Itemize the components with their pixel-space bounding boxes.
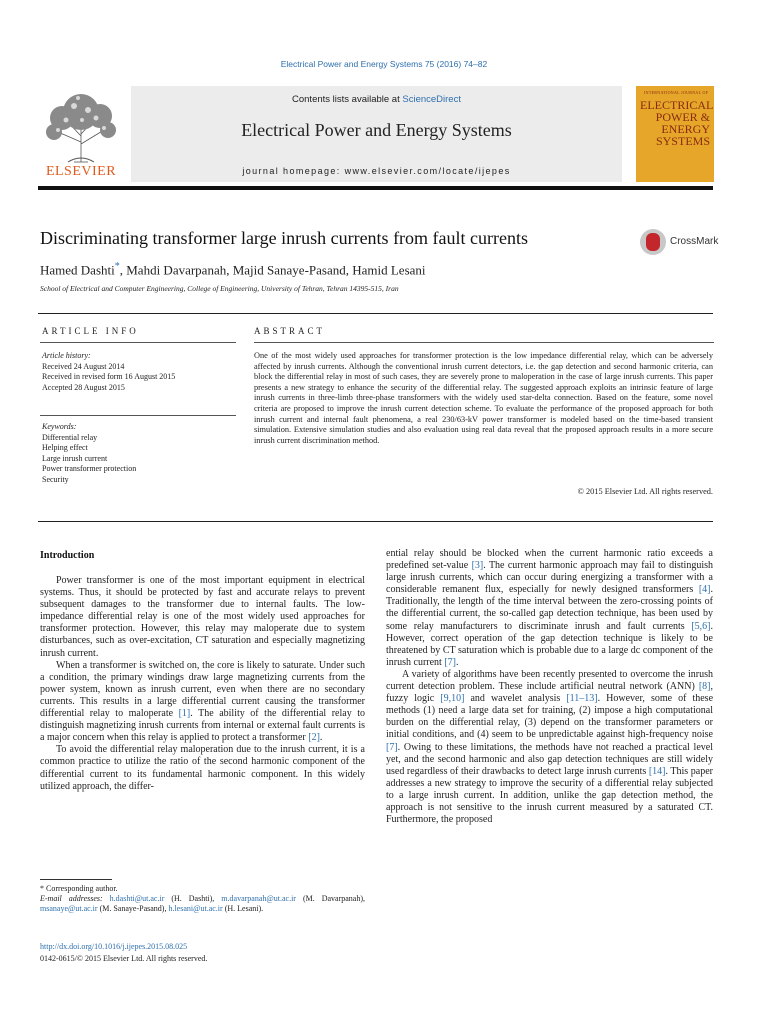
citation-link[interactable]: [2] xyxy=(308,732,320,744)
divider-bottom xyxy=(38,521,713,522)
keywords xyxy=(42,422,136,485)
contents-prefix: Contents lists available at xyxy=(292,94,403,105)
paragraph: ential relay should be blocked when the current harmonic ratio exceeds a predefined set-value [3]. The current harmonic approach may fail to distinguish large inrush currents, which can occur during energizing a transformer with a considerable remanent flux, especially for newly designed transformers [4]. Traditionally, the length of the time interval between the zero-crossing points of the differential current, the so-called gap detection technique, has been used by some relay manufacturers to discriminate inrush and fault currents [5,6]. However, correct operation of the gap detection technique is likely to be threatened by CT saturation which is probable due to a large dc component of the inrush current [7]. xyxy=(386,548,713,668)
other-authors: , Mahdi Davarpanah, Majid Sanaye-Pasand, Hamid Lesani xyxy=(119,262,426,278)
citation-link[interactable]: [7] xyxy=(444,656,456,668)
citation-link[interactable]: [5,6] xyxy=(691,620,711,632)
author-list xyxy=(40,261,426,278)
article-history xyxy=(42,351,175,393)
sciencedirect-link[interactable]: ScienceDirect xyxy=(402,94,461,105)
journal-citation[interactable]: Electrical Power and Energy Systems 75 (2016) 74–82 xyxy=(280,59,488,69)
abstract-heading: ABSTRACT xyxy=(254,326,326,336)
body-column-left xyxy=(40,575,365,793)
first-author[interactable]: Hamed Dashti xyxy=(40,262,115,278)
keyword: Security xyxy=(42,474,69,484)
paragraph: To avoid the differential relay maloperation due to the inrush current, it is a common practice to utilize the ratio of the second harmonic component of the differential current to its fundamental harmonic component. In this widely utilized approach, the differ- xyxy=(40,744,365,792)
citation-link[interactable]: [14] xyxy=(648,765,666,777)
crossmark-label[interactable]: CrossMark xyxy=(670,236,719,247)
keyword: Helping effect xyxy=(42,443,88,452)
affiliation: School of Electrical and Computer Engineering, College of Engineering, University of Tehran, Tehran 14395-515, Iran xyxy=(40,284,399,293)
article-title: Discriminating transformer large inrush currents from fault currents xyxy=(40,228,529,248)
citation-link[interactable]: [9,10] xyxy=(440,693,465,705)
paragraph: A variety of algorithms have been recently presented to overcome the inrush current detection problem. These include artificial neutral network (ANN) [8], fuzzy logic [9,10] and wavelet analysis [11–13]. However, some of these methods (1) need a large data set for training, (2) impose a high computational burden on the differential relay, (3) depend on the transformer parameters or initial conditions, and (4) seem to be unpredictable against high-frequency noise [7]. Owing to these limitations, the methods have not reached a practical level yet, and the second harmonic and also gap detection techniques are still widely used regardless of their drawbacks to detect large inrush currents [14]. This paper addresses a new strategy to improve the security of a differential relay subjected to a large inrush current. In addition, unlike the gap detection method, the approach is not sensitive to the inrush current measured by a saturated CT. Furthermore, the proposed xyxy=(386,668,714,826)
cover-subtitle: INTERNATIONAL JOURNAL OF xyxy=(644,90,709,95)
email-link[interactable]: m.davarpanah@ut.ac.ir xyxy=(221,894,296,904)
email-addresses: E-mail addresses: h.dashti@ut.ac.ir (H. Dashti), m.davarpanah@ut.ac.ir (M. Davarpanah), msanaye@ut.ac.ir (M. Sanaye-Pasand), h.lesani@ut.ac.ir (H. Lesani). xyxy=(40,894,366,914)
cover-title: ELECTRICAL POWER & ENERGY SYSTEMS xyxy=(640,98,714,148)
body-column-right xyxy=(386,548,713,826)
citation-link[interactable]: [3] xyxy=(471,560,484,572)
journal-cover-thumbnail[interactable] xyxy=(636,86,714,182)
citation-link[interactable]: [11–13] xyxy=(566,693,598,705)
keyword: Power transformer protection xyxy=(42,464,137,473)
abstract-rule xyxy=(254,342,714,343)
keywords-rule xyxy=(40,415,236,416)
paragraph: Power transformer is one of the most important equipment in electrical systems. Thus, it should be protected by fast and accurate relays to prevent subsequent damages to the transformer due to internal faults. The low-impedance differential relay is one of the most widely used approaches for transformer protection. However, this relay may maloperate due to system disturbances, such as over-excitation, CT saturation and especially magnetizing inrush current. xyxy=(40,575,365,659)
citation-link[interactable]: [8] xyxy=(698,681,711,693)
introduction-heading: Introduction xyxy=(40,550,95,561)
contents-line xyxy=(131,94,622,105)
corresponding-author-note: * Corresponding author. xyxy=(40,884,118,893)
history-label: Article history: xyxy=(42,351,91,360)
history-accepted: Accepted 28 August 2015 xyxy=(42,382,125,392)
homepage-link[interactable]: www.elsevier.com/locate/ijepes xyxy=(344,166,511,176)
article-info-rule xyxy=(40,342,236,343)
footnote-rule xyxy=(40,879,112,880)
paragraph: When a transformer is switched on, the core is likely to saturate. Under such a condition, the primary windings draw large magnetizing currents from the power system, known as inrush current, even when there are no secondary currents. This results in a large differential current causing the transformer differential relay to maloperate [1]. The ability of the differential relay to distinguish magnetizing inrush currents from internal or external fault currents is a major concern when this relay is applied to protect a transformer [2]. xyxy=(40,659,366,744)
abstract-copyright: © 2015 Elsevier Ltd. All rights reserved. xyxy=(577,487,713,496)
email-label: E-mail addresses: xyxy=(40,894,103,904)
journal-homepage xyxy=(131,166,622,176)
history-revised: Received in revised form 16 August 2015 xyxy=(42,372,176,381)
history-received: Received 24 August 2014 xyxy=(42,361,125,371)
citation-link[interactable]: [1] xyxy=(178,708,191,720)
doi-link[interactable]: http://dx.doi.org/10.1016/j.ijepes.2015.08.025 xyxy=(40,942,188,951)
crossmark-icon[interactable] xyxy=(640,229,666,255)
corresponding-author-mark[interactable]: * xyxy=(114,261,120,272)
citation-link[interactable]: [4] xyxy=(698,584,711,596)
abstract-text: One of the most widely used approaches for transformer protection is the low impedance differential relay, which can be adversely affected by inrush currents. Although the conventional inrush current detectors, i.e. the gap detection and second harmonic criteria, can block the differential relay in most of such cases, they are severely prone to maloperation in the case of large inrush currents. This paper presents a new strategy to enhance the security of the differential relay. The suggested approach exploits an intrinsic feature of large inrush currents in three-limb three-phase transformers with the widely used star-delta connection. Based on the feature, some novel criteria are proposed to improve the inrush current detection scheme. To evaluate the performance of the proposed approach for both inrush current and internal fault phenomena, a real 230/63-kV power transformer is modeled based on the time-based transient simulation. Extensive simulation studies and also evaluation using real data reveal that the proposed approach results in a more secure inrush current discrimination method. xyxy=(254,351,713,445)
keyword: Large inrush current xyxy=(42,453,108,463)
email-link[interactable]: h.dashti@ut.ac.ir xyxy=(109,894,165,904)
email-link[interactable]: h.lesani@ut.ac.ir xyxy=(168,904,223,914)
article-info-heading: ARTICLE INFO xyxy=(42,326,139,336)
keyword: Differential relay xyxy=(42,432,98,442)
elsevier-wordmark: ELSEVIER xyxy=(45,164,117,179)
journal-name[interactable]: Electrical Power and Energy Systems xyxy=(241,120,512,140)
email-link[interactable]: msanaye@ut.ac.ir xyxy=(40,904,98,914)
header-rule xyxy=(38,186,713,190)
divider-top xyxy=(38,313,713,314)
keywords-label: Keywords: xyxy=(42,422,77,431)
citation-link[interactable]: [7] xyxy=(386,741,398,753)
homepage-prefix: journal homepage: xyxy=(242,166,345,176)
footnote xyxy=(40,884,365,915)
issn-copyright: 0142-0615/© 2015 Elsevier Ltd. All rights reserved. xyxy=(40,954,208,963)
